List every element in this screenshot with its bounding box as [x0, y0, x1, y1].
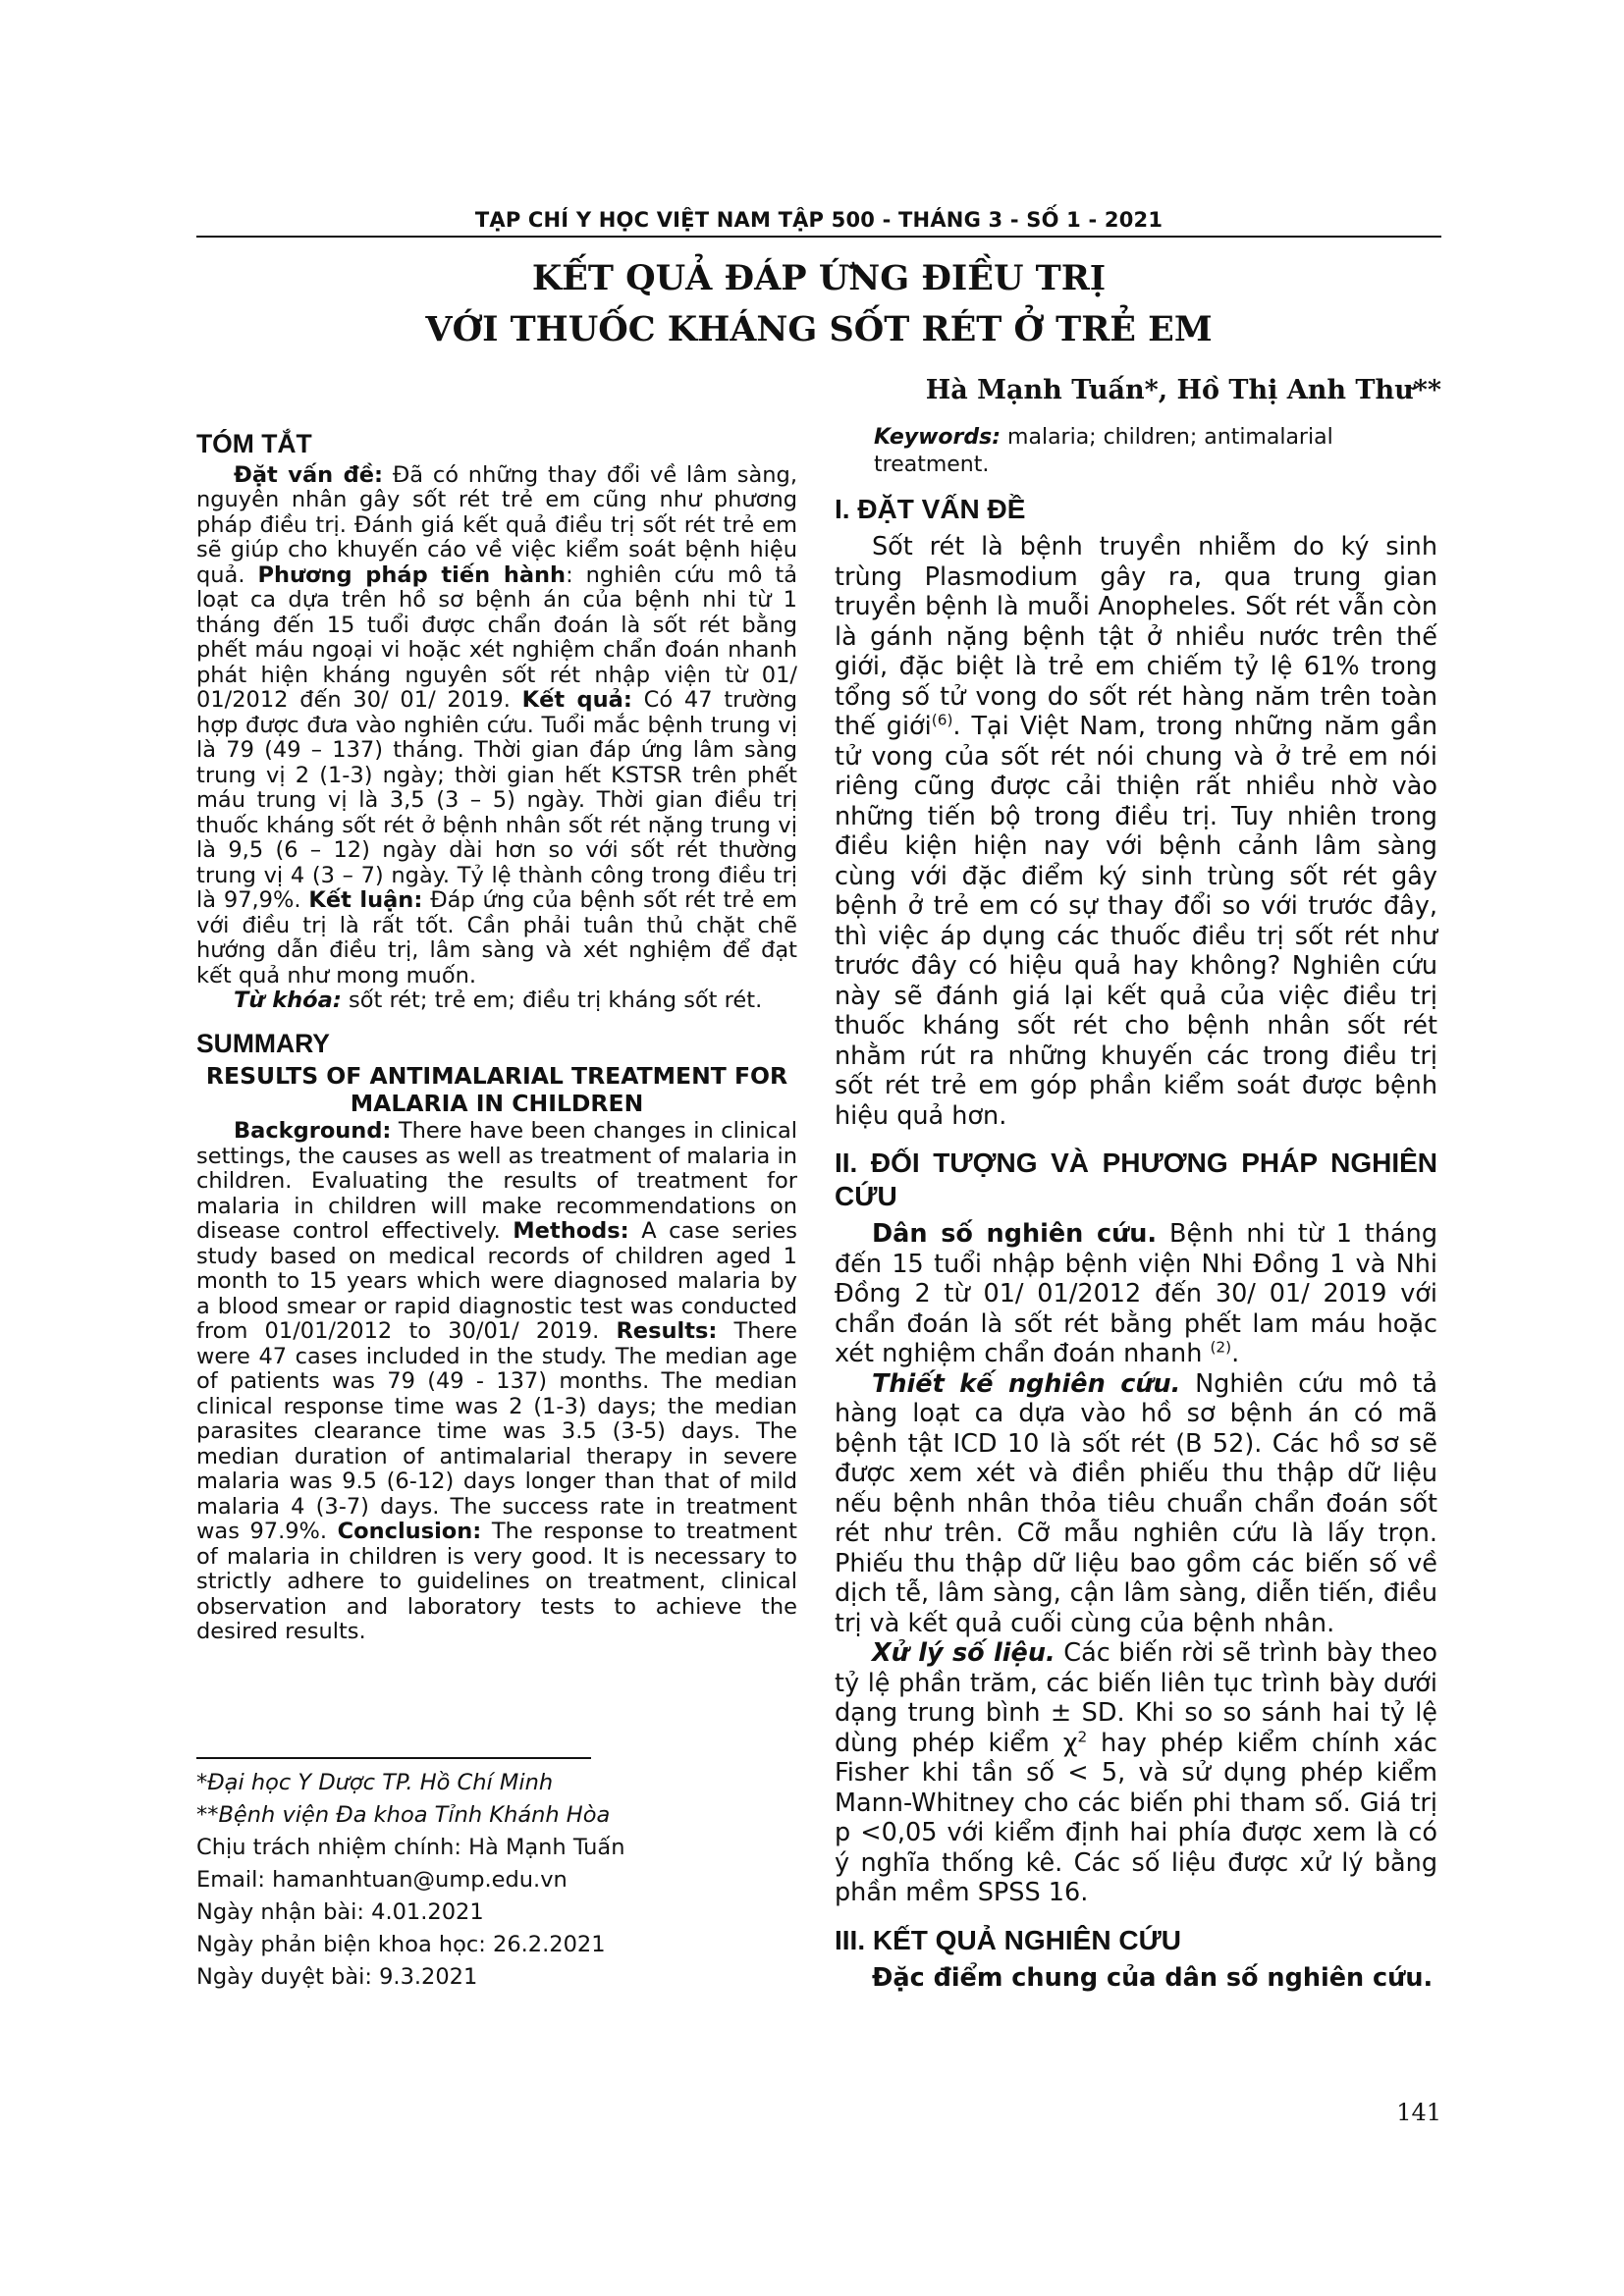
label-dat-van-de: Đặt vấn đề:	[234, 461, 384, 488]
header-rule	[196, 236, 1441, 238]
label-ket-luan: Kết luận:	[308, 887, 423, 913]
keywords-vi	[196, 988, 797, 1014]
text-keywords: malaria; children; antimalarial treatment.	[874, 425, 1333, 477]
label-phuong-phap: Phương pháp tiến hành	[257, 561, 567, 588]
label-tu-khoa: Từ khóa:	[234, 988, 342, 1013]
footnotes	[196, 1767, 797, 1994]
ref-6: (6)	[931, 711, 953, 729]
label-keywords: Keywords:	[874, 425, 1001, 450]
section-3-subheading-text: Đặc điểm chung của dân số nghiên cứu.	[872, 1962, 1434, 1993]
section-2-heading: II. ĐỐI TƯỢNG VÀ PHƯƠNG PHÁP NGHIÊN CỨU	[835, 1148, 1437, 1211]
text-tu-khoa: sốt rét; trẻ em; điều trị kháng sốt rét.	[341, 988, 763, 1013]
section-2-para-2	[835, 1369, 1437, 1639]
section-1-text-b: . Tại Việt Nam, trong những năm gần tử vong của sốt rét nói chung và ở trẻ em nói riêng cũng được cải thiện rất nhiều nhờ vào những tiến bộ trong điều trị. Tuy nhiên trong điều kiện hiện nay với bệnh cảnh lâm sàng cùng với đặc điểm ký sinh trùng sốt rét gây bệnh ở trẻ em có sự thay đổi so với trước đây, thì việc áp dụng các thuốc điều trị sốt rét như trước đây có hiệu quả hay không? Nghiên cứu này sẽ đánh giá lại kết quả của việc điều trị thuốc kháng sốt rét cho bệnh nhân sốt rét nhằm rút ra những khuyến các trong điều trị sốt rét trẻ em góp phần kiểm soát được bệnh hiệu quả hơn.	[835, 712, 1437, 1131]
summary-body	[196, 1119, 797, 1645]
text-dan-so-end: .	[1231, 1339, 1240, 1368]
label-background: Background:	[234, 1118, 392, 1144]
text-ket-qua: Có 47 trường hợp được đưa vào nghiên cứu. Tuổi mắc bệnh trung vị là 79 (49 – 137) tháng. Thời gian đáp ứng lâm sàng trung vị 2 (1-3) ngày; thời gian hết KSTSR trên phết máu trung vị là 3,5 (3 – 5) ngày. Thời gian điều trị thuốc kháng sốt rét ở bệnh nhân sốt rét nặng trung vị là 9,5 (6 – 12) ngày dài hơn so với sốt rét thường trung vị 4 (3 – 7) ngày. Tỷ lệ thành công trong điều trị là 97,9%.	[196, 687, 797, 913]
text-conclusion: The response to treatment of malaria in children is very good. It is necessary to strictly adhere to guidelines on treatment, clinical observation and laboratory tests to achieve the desired results.	[196, 1519, 797, 1644]
chi-square-sup: 2	[1077, 1728, 1088, 1745]
section-1-text-a: Sốt rét là bệnh truyền nhiễm do ký sinh trùng Plasmodium gây ra, qua trung gian truyền bệnh là muỗi Anopheles. Sốt rét vẫn còn là gánh nặng bệnh tật ở nhiều nước trên thế giới, đặc biệt là trẻ em chiếm tỷ lệ 61% trong tổng số tử vong do sốt rét hàng năm trên toàn thế giới	[835, 532, 1437, 741]
abstract-vi-body	[196, 463, 797, 989]
text-xu-ly-a: Các biến rời sẽ trình bày theo tỷ lệ phần trăm, các biến liên tục trình bày dưới dạng trung bình ± SD. Khi so so sánh hai tỷ lệ dùng phép kiểm χ	[835, 1638, 1438, 1758]
text-phuong-phap: : nghiên cứu mô tả loạt ca dựa trên hồ sơ bệnh án của bệnh nhi từ 1 tháng đến 15 tuổi được chẩn đoán là sốt rét bằng phết máu ngoại vi hoặc xét nghiệm chẩn đoán nhanh phát hiện kháng nguyên sốt rét nhập viện từ 01/ 01/2012 đến 30/ 01/ 2019.	[196, 561, 797, 713]
label-methods: Methods:	[513, 1218, 629, 1244]
section-1-heading: I. ĐẶT VẤN ĐỀ	[835, 494, 1026, 524]
text-ket-luan: Đáp ứng của bệnh sốt rét trẻ em với điều trị là rất tốt. Cần phải tuân thủ chặt chẽ hướng dẫn điều trị, lâm sàng và xét nghiệm để đạt kết quả như mong muốn.	[196, 887, 797, 988]
label-ket-qua: Kết quả:	[521, 687, 632, 713]
responsible-author: Chịu trách nhiệm chính: Hà Mạnh Tuấn	[196, 1835, 625, 1860]
summary-heading: SUMMARY	[196, 1028, 330, 1058]
abstract-vi-heading: TÓM TẮT	[196, 429, 312, 458]
footnote-rule	[196, 1757, 591, 1759]
section-2-para-3	[835, 1638, 1437, 1908]
article-title	[196, 253, 1441, 355]
title-line-2: VỚI THUỐC KHÁNG SỐT RÉT Ở TRẺ EM	[425, 309, 1213, 349]
text-xu-ly-b: hay phép kiểm chính xác Fisher khi tần số < 5, và sử dụng phép kiểm Mann-Whitney cho các biến phi tham số. Giá trị p <0,05 với kiểm định hai phía được xem là có ý nghĩa thống kê. Các số liệu được xử lý bằng phần mềm SPSS 16.	[835, 1728, 1437, 1907]
date-received: Ngày nhận bài: 4.01.2021	[196, 1899, 484, 1925]
summary-title: RESULTS OF ANTIMALARIAL TREATMENT FOR MALARIA IN CHILDREN	[205, 1062, 788, 1117]
label-conclusion: Conclusion:	[337, 1519, 482, 1544]
section-2-para-1	[835, 1219, 1437, 1369]
date-reviewed: Ngày phản biện khoa học: 26.2.2021	[196, 1932, 606, 1957]
section-1-body	[835, 532, 1437, 1131]
text-results: There were 47 cases included in the study. The median age of patients was 79 (49 - 137) months. The median clinical response time was 2 (1-3) days; the median parasites clearance time was 3.5 (3-5) days. The median duration of antimalarial therapy in severe malaria was 9.5 (6-12) days longer than that of mild malaria 4 (3-7) days. The success rate in treatment was 97.9%.	[196, 1318, 797, 1544]
text-methods: A case series study based on medical records of children aged 1 month to 15 years which were diagnosed malaria by a blood smear or rapid diagnostic test was conducted from 01/01/2012 to 30/01/ 2019.	[196, 1218, 797, 1344]
text-thiet-ke: Nghiên cứu mô tả hàng loạt ca dựa vào hồ sơ bệnh án có mã bệnh tật ICD 10 là sốt rét (B 52). Các hồ sơ sẽ được xem xét và điền phiếu thu thập dữ liệu nếu bệnh nhân thỏa tiêu chuẩn chẩn đoán sốt rét như trên. Cỡ mẫu nghiên cứu là lấy trọn. Phiếu thu thập dữ liệu bao gồm các biến số về dịch tễ, lâm sàng, cận lâm sàng, diễn tiến, điều trị và kết quả cuối cùng của bệnh nhân.	[835, 1368, 1437, 1638]
right-column	[835, 424, 1437, 1993]
section-3-subheading	[835, 1963, 1437, 1994]
label-thiet-ke: Thiết kế nghiên cứu.	[872, 1368, 1181, 1399]
journal-header: TẠP CHÍ Y HỌC VIỆT NAM TẬP 500 - THÁNG 3 - SỐ 1 - 2021	[474, 208, 1164, 232]
page-number: 141	[1396, 2099, 1441, 2126]
label-xu-ly: Xử lý số liệu.	[872, 1638, 1056, 1668]
title-line-1: KẾT QUẢ ĐÁP ỨNG ĐIỀU TRỊ	[531, 258, 1107, 298]
authors: Hà Mạnh Tuấn*, Hồ Thị Anh Thư**	[925, 375, 1441, 405]
text-background: There have been changes in clinical settings, the causes as well as treatment of malaria in children. Evaluating the results of treatment for malaria in children will make recommendations on disease control effectively.	[196, 1118, 797, 1244]
date-approved: Ngày duyệt bài: 9.3.2021	[196, 1964, 478, 1990]
label-dan-so: Dân số nghiên cứu.	[872, 1219, 1158, 1249]
affiliation-2: **Bệnh viện Đa khoa Tỉnh Khánh Hòa	[196, 1802, 611, 1828]
email: Email: hamanhtuan@ump.edu.vn	[196, 1867, 568, 1893]
label-results: Results:	[616, 1318, 718, 1344]
left-column	[196, 429, 797, 1645]
affiliation-1: *Đại học Y Dược TP. Hồ Chí Minh	[196, 1770, 554, 1795]
text-dat-van-de: Đã có những thay đổi về lâm sàng, nguyên nhân gây sốt rét trẻ em cũng như phương pháp điều trị. Đánh giá kết quả điều trị sốt rét trẻ em sẽ giúp cho khuyến cáo về việc kiểm soát bệnh hiệu quả.	[196, 461, 797, 588]
text-dan-so: Bệnh nhi từ 1 tháng đến 15 tuổi nhập bệnh viện Nhi Đồng 1 và Nhi Đồng 2 từ 01/ 01/2012 đến 30/ 01/ 2019 với chẩn đoán là sốt rét bằng phết lam máu hoặc xét nghiệm chẩn đoán nhanh	[835, 1219, 1437, 1368]
keywords-en	[835, 424, 1437, 479]
section-3-heading: III. KẾT QUẢ NGHIÊN CỨU	[835, 1924, 1182, 1955]
ref-2: (2)	[1210, 1338, 1232, 1357]
